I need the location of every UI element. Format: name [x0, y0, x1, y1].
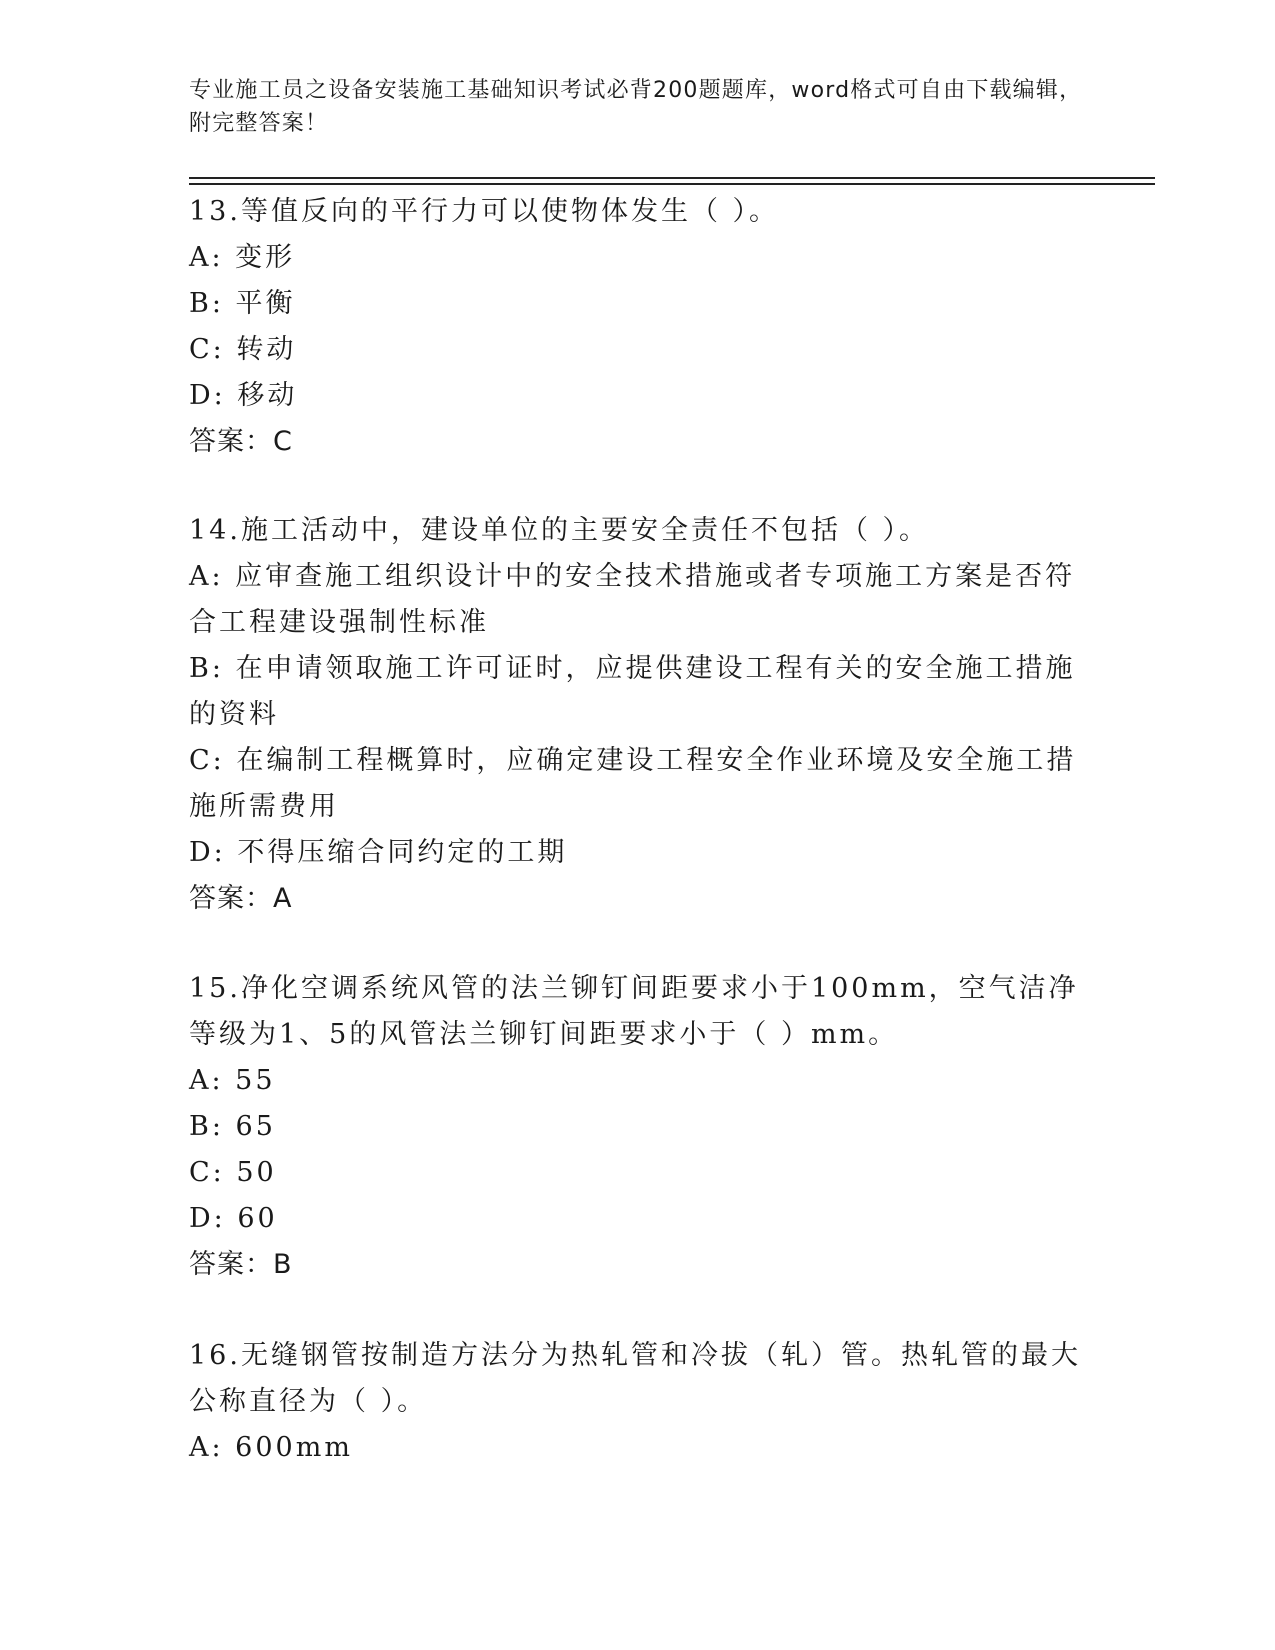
option-b: B: 平衡	[189, 288, 296, 319]
question-stem: 16.无缝钢管按制造方法分为热轧管和冷拔（轧）管。热轧管的最大公称直径为（ ）。	[189, 1340, 1081, 1417]
answer-label: 答案：C	[189, 426, 293, 457]
question-stem: 15.净化空调系统风管的法兰铆钉间距要求小于100mm，空气洁净等级为1、5的风管法兰铆钉间距要求小于（ ）mm。	[189, 973, 1079, 1050]
answer-label: 答案：B	[189, 1249, 293, 1280]
option-d: D: 60	[189, 1203, 278, 1234]
answer-label: 答案：A	[189, 883, 293, 914]
document-header: 专业施工员之设备安装施工基础知识考试必背200题题库，word格式可自由下载编辑，附完整答案！	[189, 78, 1083, 136]
question-15	[189, 966, 1089, 1288]
question-14	[189, 508, 1089, 922]
option-a: A: 600mm	[189, 1432, 353, 1463]
option-c: C: 在编制工程概算时，应确定建设工程安全作业环境及安全施工措施所需费用	[189, 745, 1077, 822]
question-16	[189, 1333, 1089, 1471]
header-divider-top	[189, 177, 1155, 179]
option-b: B: 在申请领取施工许可证时，应提供建设工程有关的安全施工措施的资料	[189, 653, 1076, 730]
option-a: A: 应审查施工组织设计中的安全技术措施或者专项施工方案是否符合工程建设强制性标准	[189, 561, 1076, 638]
question-stem: 14.施工活动中，建设单位的主要安全责任不包括（ ）。	[189, 515, 930, 546]
question-stem: 13.等值反向的平行力可以使物体发生（ ）。	[189, 196, 780, 227]
option-d: D: 移动	[189, 380, 298, 411]
option-d: D: 不得压缩合同约定的工期	[189, 837, 568, 868]
option-a: A: 变形	[189, 242, 296, 273]
option-b: B: 65	[189, 1111, 276, 1142]
option-a: A: 55	[189, 1065, 276, 1096]
option-c: C: 转动	[189, 334, 297, 365]
question-13	[189, 189, 1089, 465]
header-divider-bottom	[189, 183, 1155, 185]
option-c: C: 50	[189, 1157, 277, 1188]
